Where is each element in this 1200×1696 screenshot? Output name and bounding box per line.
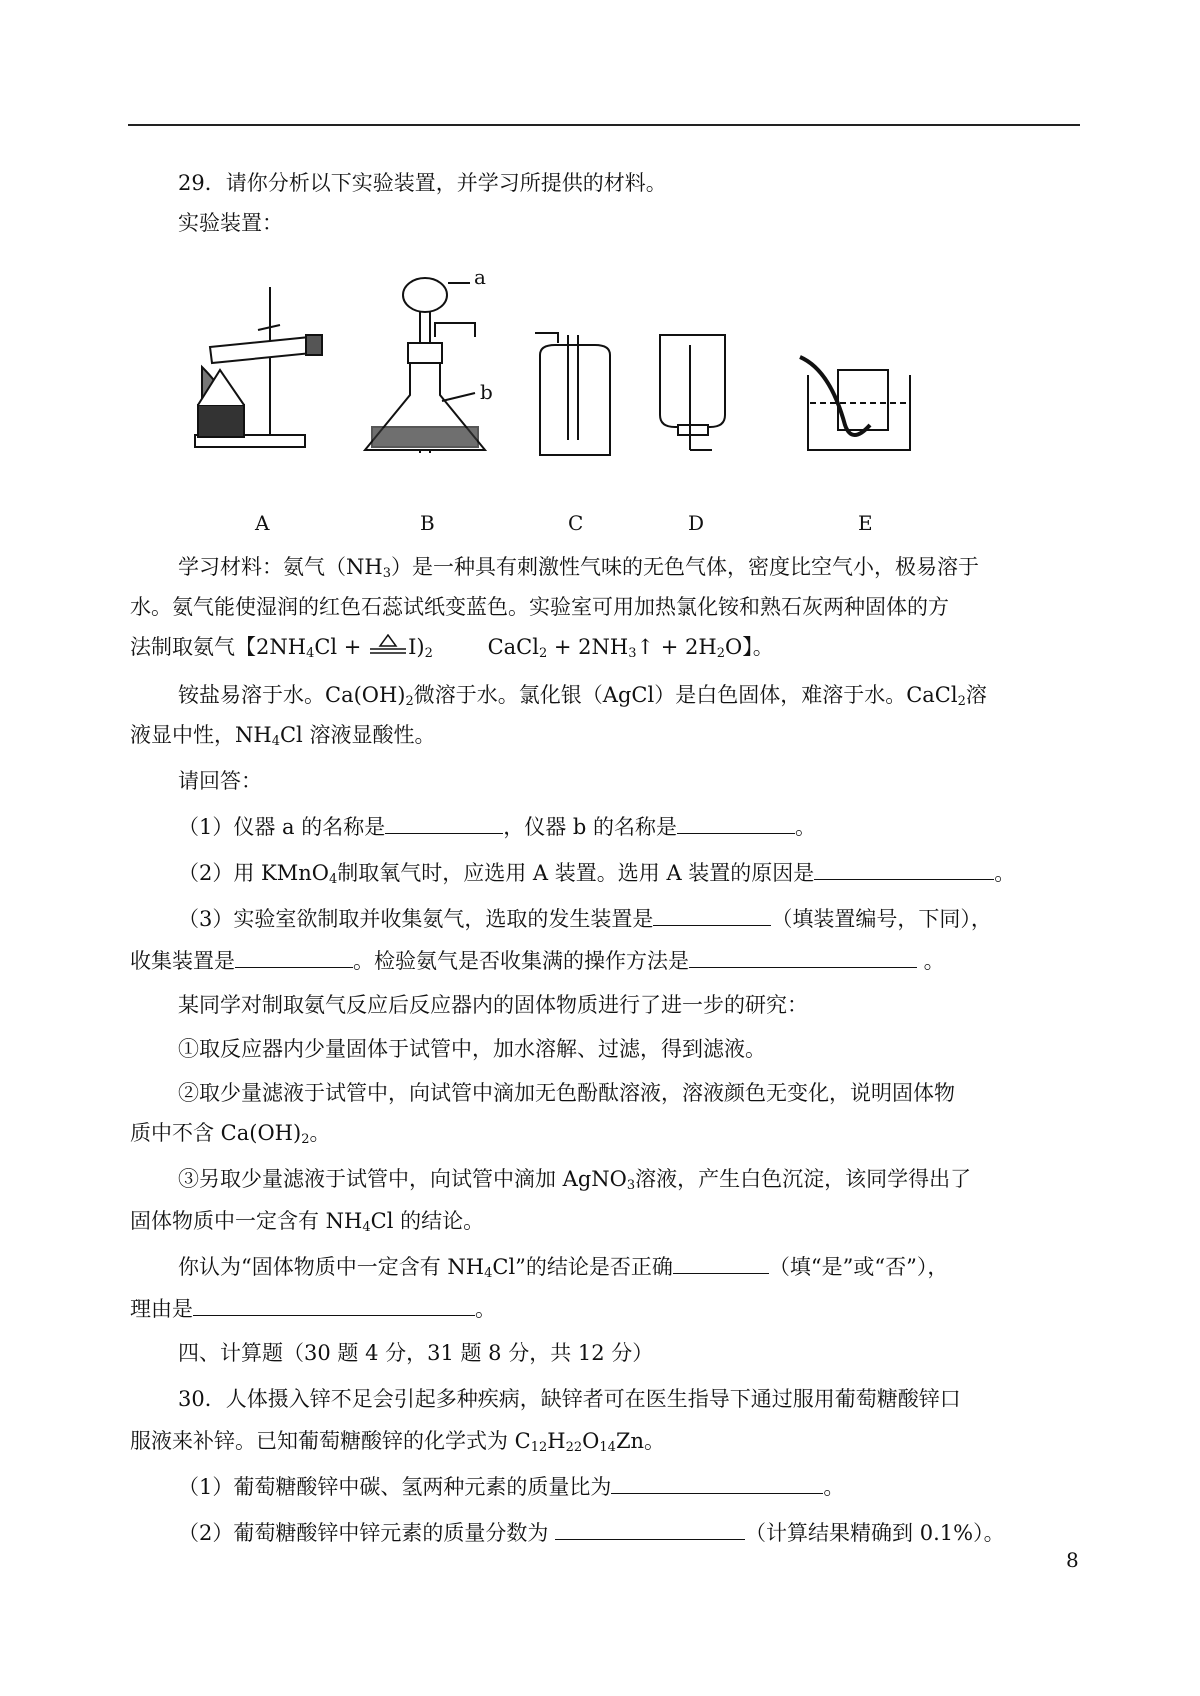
q30-part1: （1）葡萄糖酸锌中碳、氢两种元素的质量比为 。 [178,1475,845,1499]
material-5: 液显中性，$NH_4Cl$ 溶液显酸性。 [130,723,436,749]
answer-blank-b[interactable] [677,813,795,834]
answer-blank-zinc-fraction[interactable] [555,1519,745,1540]
section-4-heading: 四、计算题（30 题 4 分，31 题 8 分，共 12 分） [178,1341,654,1365]
label-A: A [255,511,270,535]
answer-blank-generator[interactable] [653,905,771,926]
q30-line2: 服液来补锌。已知葡萄糖酸锌的化学式为 $C_{12}H_{22}O_{14}Zn$。 [130,1429,666,1455]
page-number: 8 [1066,1548,1079,1572]
ask: 请回答： [178,769,262,793]
material-1: 学习材料：氨气$(NH_3)$是一种具有刺激性气味的无色气体，密度比空气小，极易溶于 [178,555,979,581]
q29-part3: （3）实验室欲制取并收集氨气，选取的发生装置是 （填装置编号，下同）， [178,907,992,931]
label-B: B [420,511,435,535]
header-rule [128,124,1080,126]
q29-part3b: 收集装置是 。检验氨气是否收集满的操作方法是 。 [130,949,945,973]
q29-part1: （1）仪器 a 的名称是 ，仪器 b 的名称是 。 [178,815,817,839]
label-D: D [688,511,705,535]
label-b: b [480,380,493,404]
answer-blank-collector[interactable] [235,947,353,968]
reason: 理由是 。 [130,1297,496,1321]
judge: 你认为“固体物质中一定含有 $NH_4Cl$”的结论是否正确 （填“是”或“否”）， [178,1255,949,1281]
step-1: ①取反应器内少量固体于试管中，加水溶解、过滤，得到滤液。 [178,1037,766,1061]
step-3: ③另取少量滤液于试管中，向试管中滴加 AgNO$_3$溶液，产生白色沉淀，该同学得出了 [178,1167,972,1193]
label-a: a [474,265,486,289]
label-C: C [568,511,584,535]
step-2: ②取少量滤液于试管中，向试管中滴加无色酚酞溶液，溶液颜色无变化，说明固体物 [178,1081,955,1105]
apparatus-figure [180,265,1100,535]
answer-blank-mass-ratio[interactable] [611,1473,823,1494]
apparatus-label: 实验装置： [178,211,283,235]
step-2b: 质中不含 $Ca(OH)_2$。 [130,1121,331,1147]
jar-c [540,345,610,455]
apparatus-drawing [180,275,1100,505]
answer-blank-a[interactable] [385,813,503,834]
answer-blank-yesno[interactable] [673,1253,769,1274]
heat-condition-icon [368,634,408,658]
alcohol-lamp [198,405,244,437]
answer-blank-reason-a[interactable] [814,859,994,880]
q29-part2: （2）用 KMnO$_4$制取氧气时，应选用 A 装置。选用 A 装置的原因是 。 [178,861,1016,887]
label-E: E [858,511,873,535]
test-tube [210,337,312,363]
step-3b: 固体物质中一定含有 $NH_4Cl$ 的结论。 [130,1209,485,1235]
material-2: 水。氨气能使湿润的红色石蕊试纸变蓝色。实验室可用加热氯化铵和熟石灰两种固体的方 [130,595,949,619]
funnel-bulb [403,278,447,312]
q30-line1: 30．人体摄入锌不足会引起多种疾病，缺锌者可在医生指导下通过服用葡萄糖酸锌口 [178,1387,961,1411]
material-4: 铵盐易溶于水。$Ca(OH)_2$微溶于水。氯化银（AgCl）是白色固体，难溶于水。CaCl$_2$溶 [178,683,987,709]
q29-intro: 29．请你分析以下实验装置，并学习所提供的材料。 [178,171,667,195]
q30-part2: （2）葡萄糖酸锌中锌元素的质量分数为 （计算结果精确到 0.1%）。 [178,1521,1005,1545]
jar-d [660,335,725,427]
answer-blank-reason[interactable] [193,1295,475,1316]
answer-blank-check-method[interactable] [689,947,917,968]
study-intro: 某同学对制取氨气反应后反应器内的固体物质进行了进一步的研究： [178,993,808,1017]
material-3: 法制取氨气【$2NH_4Cl + I)_2$ CaCl$_2$ + $2NH_3↑ + 2H_2O$】。 [130,635,774,661]
